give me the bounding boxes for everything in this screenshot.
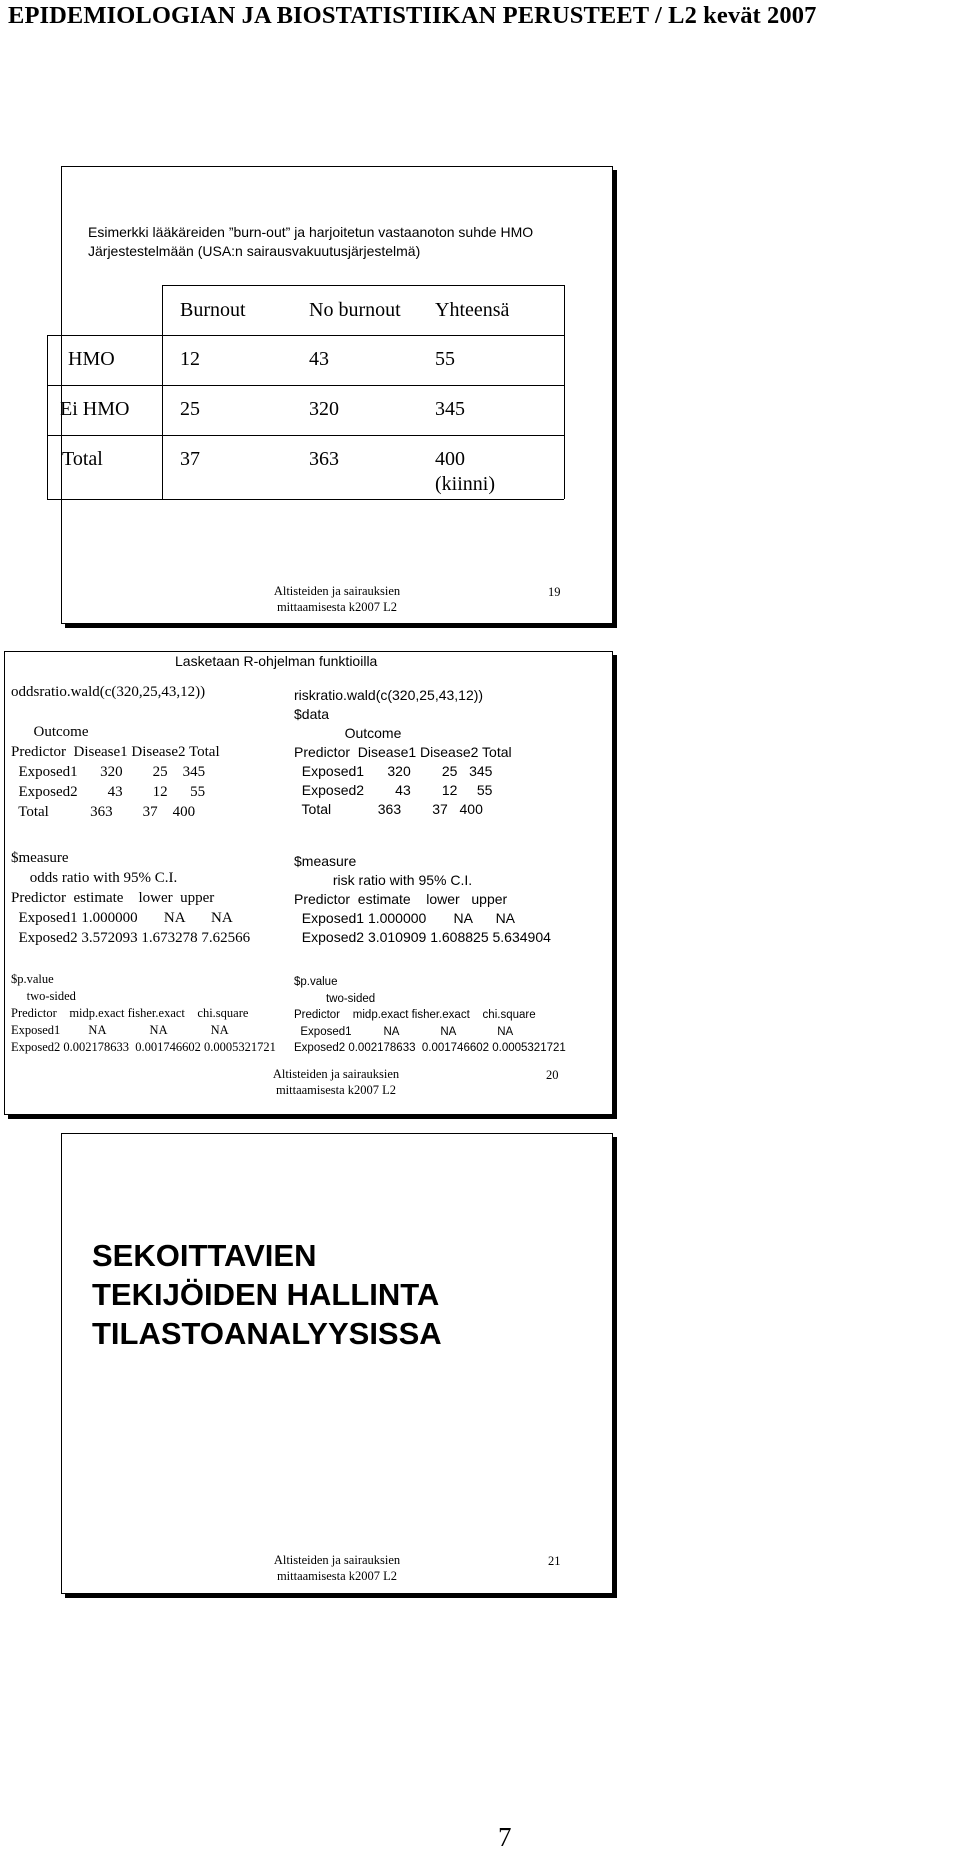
slide-20-title: Lasketaan R-ohjelman funktioilla xyxy=(175,653,378,669)
header-burnout: Burnout xyxy=(180,299,246,321)
oddsratio-measure-output: $measure odds ratio with 95% C.I. Predictor estimate lower upper Exposed1 1.000000 NA NA Exposed2 3.572093 1.673278 7.62566 xyxy=(11,850,251,946)
intro-line-2: Järjestestelmään (USA:n sairausvakuutusjärjestelmä) xyxy=(88,243,421,259)
table-cell: 37 xyxy=(180,448,200,470)
slide-19-footer xyxy=(237,583,437,615)
slide-19 xyxy=(61,166,613,624)
total-note: (kiinni) xyxy=(435,473,495,495)
intro-line-1: Esimerkki lääkäreiden ”burn-out” ja harjoitetun vastaanoton suhde HMO xyxy=(88,224,534,240)
header-no-burnout: No burnout xyxy=(309,299,401,321)
slide-20 xyxy=(0,651,615,1117)
table-cell: 55 xyxy=(435,348,455,370)
slide-20-page-number: 20 xyxy=(546,1068,559,1082)
table-cell: 363 xyxy=(309,448,339,470)
slide-21-page-number: 21 xyxy=(548,1554,561,1568)
row-label-total: Total xyxy=(62,448,103,470)
footer-line-1: Altisteiden ja sairauksien xyxy=(273,1553,401,1567)
footer-line-2: mittaamisesta k2007 L2 xyxy=(276,600,398,614)
row-label-hmo: HMO xyxy=(68,348,115,370)
table-cell: 43 xyxy=(309,348,329,370)
page-number: 7 xyxy=(498,1822,512,1852)
table-cell: 320 xyxy=(309,398,339,420)
slide-20-footer xyxy=(236,1066,436,1098)
row-label-ei-hmo: Ei HMO xyxy=(60,398,130,420)
footer-line-1: Altisteiden ja sairauksien xyxy=(273,584,401,598)
slide-21-title: SEKOITTAVIEN TEKIJÖIDEN HALLINTA TILASTOANALYYSISSA xyxy=(92,1238,442,1351)
slide-19-intro xyxy=(88,223,533,261)
oddsratio-pvalue-output: $p.value two-sided Predictor midp.exact fisher.exact chi.square Exposed1 NA NA NA Exposed2 0.002178633 0.001746602 0.0005321721 xyxy=(11,972,276,1054)
slide-19-page-number: 19 xyxy=(548,585,561,599)
footer-line-1: Altisteiden ja sairauksien xyxy=(272,1067,400,1081)
header-yhteensa: Yhteensä xyxy=(435,299,510,321)
slide-21 xyxy=(61,1133,613,1594)
footer-line-2: mittaamisesta k2007 L2 xyxy=(276,1569,398,1583)
table-cell: 25 xyxy=(180,398,200,420)
table-cell: 345 xyxy=(435,398,465,420)
document-header: EPIDEMIOLOGIAN JA BIOSTATISTIIKAN PERUSTEET / L2 kevät 2007 xyxy=(8,2,817,29)
riskratio-pvalue-output: $p.value two-sided Predictor midp.exact fisher.exact chi.square Exposed1 NA NA NA Exposed2 0.002178633 0.001746602 0.0005321721 xyxy=(294,976,566,1054)
slide-21-footer xyxy=(237,1552,437,1584)
table-cell: 400 xyxy=(435,448,465,470)
oddsratio-data-output: oddsratio.wald(c(320,25,43,12)) Outcome Predictor Disease1 Disease2 Total Exposed1 320 25 345 Exposed2 43 12 55 Total 363 37 400 xyxy=(11,684,220,820)
riskratio-measure-output: $measure risk ratio with 95% C.I. Predictor estimate lower upper Exposed1 1.000000 NA NA Exposed2 3.010909 1.608825 5.634904 xyxy=(294,853,551,945)
riskratio-data-output: riskratio.wald(c(320,25,43,12)) $data Outcome Predictor Disease1 Disease2 Total Exposed1 320 25 345 Exposed2 43 12 55 Total 363 37 400 xyxy=(294,687,512,817)
footer-line-2: mittaamisesta k2007 L2 xyxy=(275,1083,397,1097)
table-cell: 12 xyxy=(180,348,200,370)
